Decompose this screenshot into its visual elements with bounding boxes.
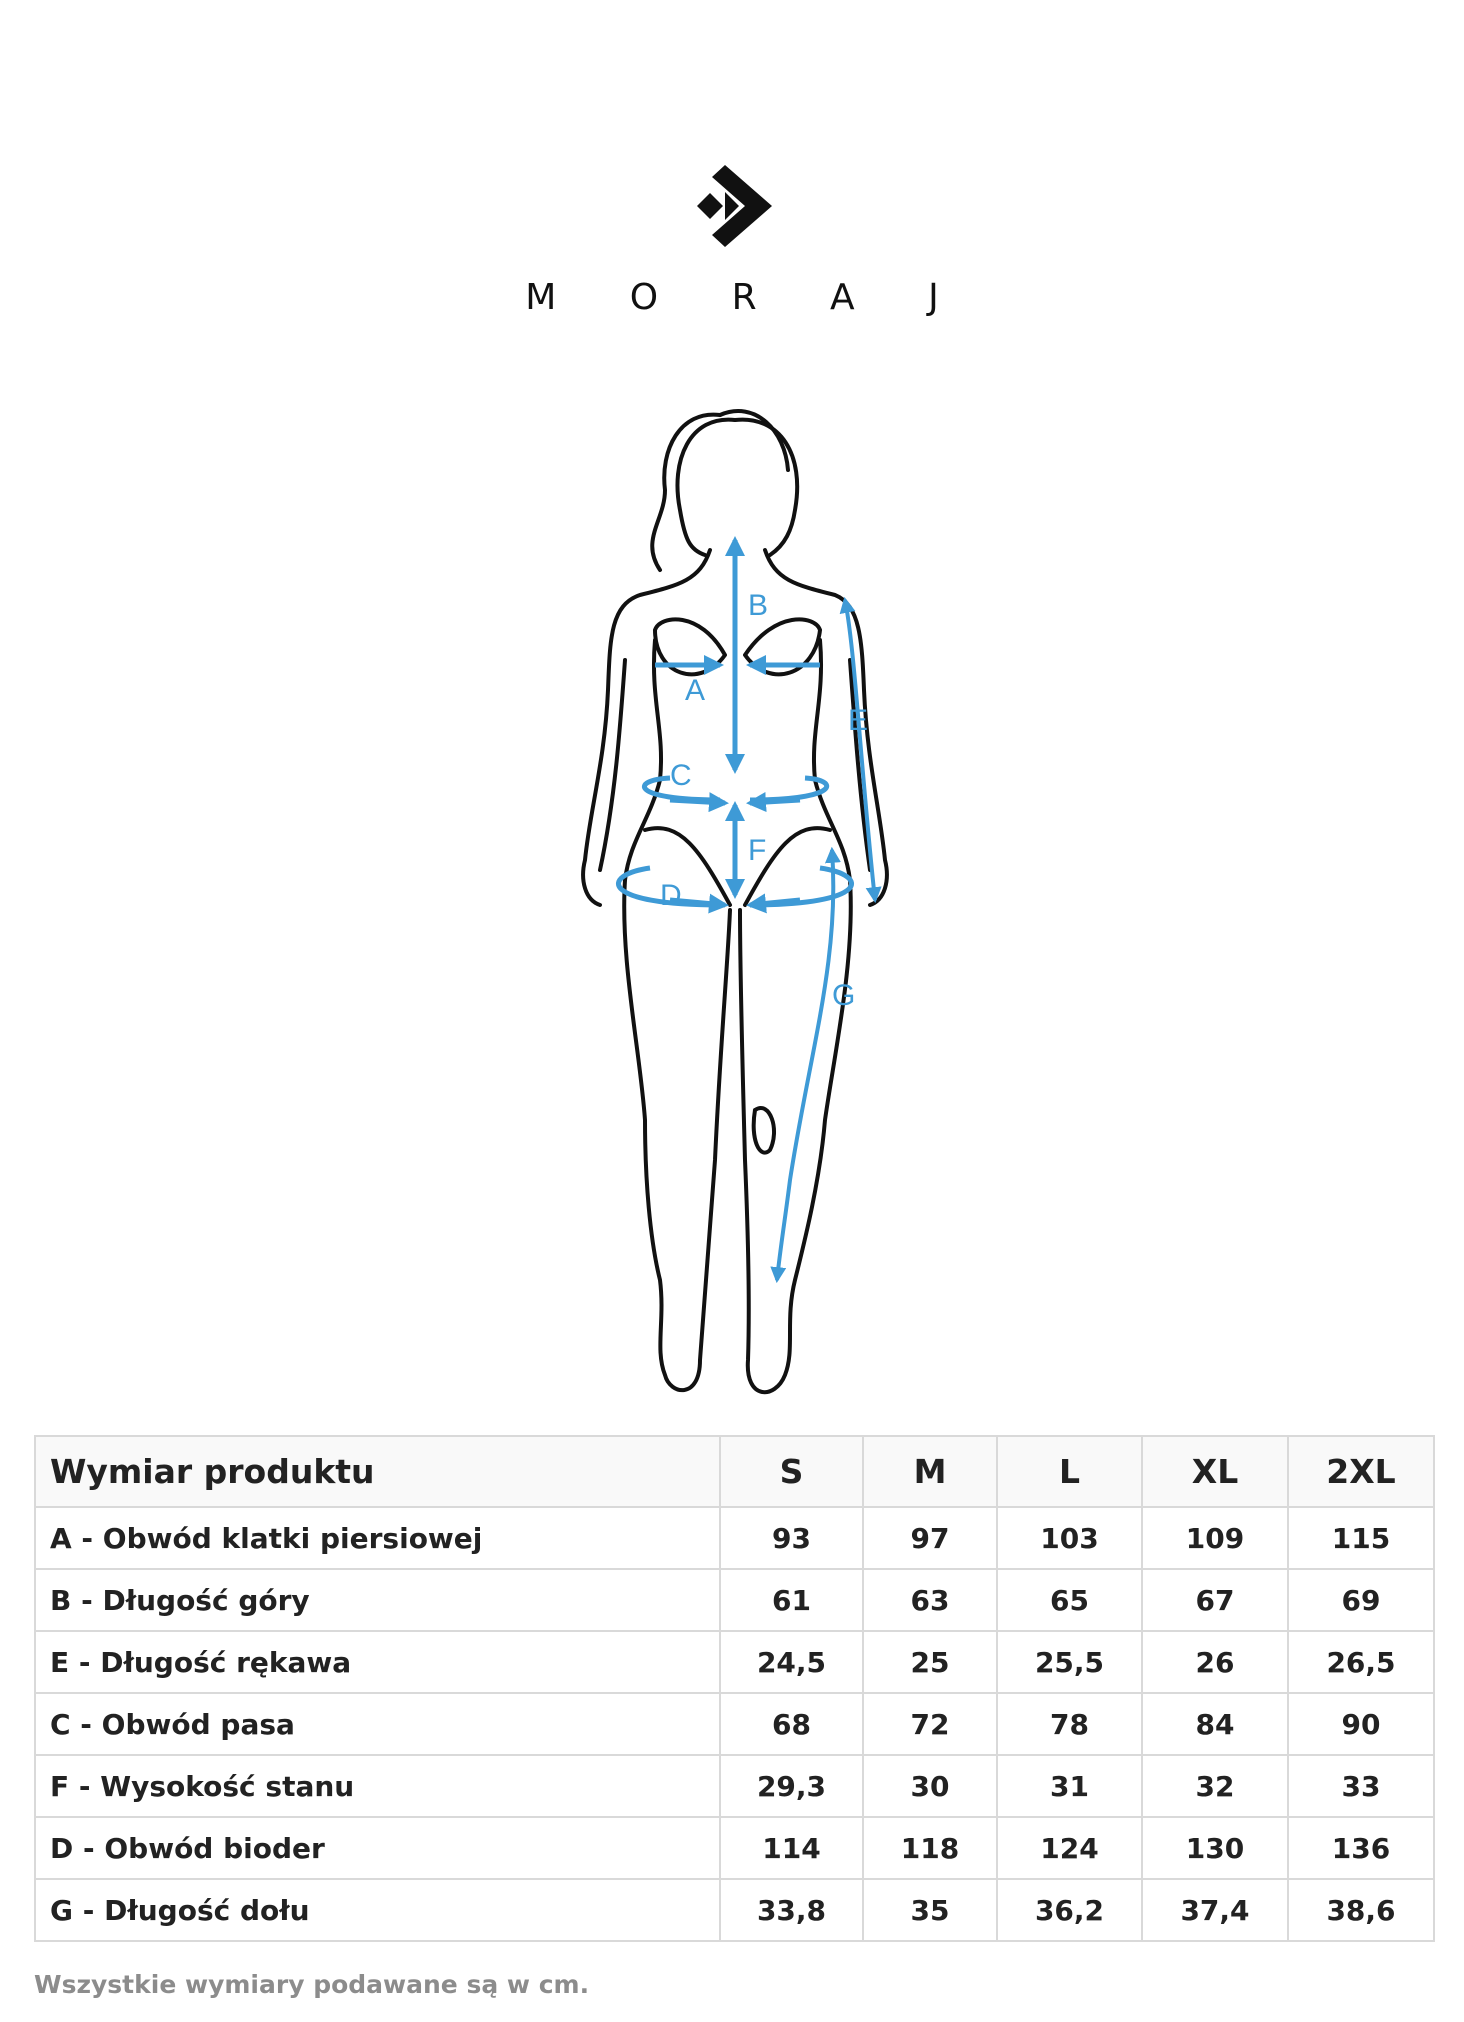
size-value: 37,4 (1142, 1879, 1288, 1941)
table-row (35, 1569, 1434, 1631)
size-value: 65 (997, 1569, 1142, 1631)
table-row (35, 1755, 1434, 1817)
size-value: 124 (997, 1817, 1142, 1879)
size-value: 25 (863, 1631, 997, 1693)
size-value: 35 (863, 1879, 997, 1941)
size-value: 26,5 (1288, 1631, 1434, 1693)
size-value: 136 (1288, 1817, 1434, 1879)
size-value: 26 (1142, 1631, 1288, 1693)
units-footnote: Wszystkie wymiary podawane są w cm. (34, 1970, 590, 1999)
size-value: 68 (720, 1693, 863, 1755)
size-value: 118 (863, 1817, 997, 1879)
label-d: D (660, 879, 682, 912)
row-label: C - Obwód pasa (35, 1693, 720, 1755)
size-value: 84 (1142, 1693, 1288, 1755)
size-value: 130 (1142, 1817, 1288, 1879)
size-value: 109 (1142, 1507, 1288, 1569)
size-value: 25,5 (997, 1631, 1142, 1693)
header-size-2xl: 2XL (1288, 1436, 1434, 1507)
size-value: 29,3 (720, 1755, 863, 1817)
size-value: 33 (1288, 1755, 1434, 1817)
header-dimension: Wymiar produktu (35, 1436, 720, 1507)
size-value: 24,5 (720, 1631, 863, 1693)
size-value: 103 (997, 1507, 1142, 1569)
size-value: 78 (997, 1693, 1142, 1755)
size-value: 32 (1142, 1755, 1288, 1817)
label-g: G (832, 979, 856, 1012)
row-label: D - Obwód bioder (35, 1817, 720, 1879)
header-size-l: L (997, 1436, 1142, 1507)
label-f: F (748, 834, 767, 867)
size-value: 114 (720, 1817, 863, 1879)
row-label: G - Długość dołu (35, 1879, 720, 1941)
size-value: 115 (1288, 1507, 1434, 1569)
size-value: 30 (863, 1755, 997, 1817)
size-table (34, 1435, 1435, 1942)
brand-logo (0, 165, 1464, 318)
header-size-s: S (720, 1436, 863, 1507)
size-value: 90 (1288, 1693, 1434, 1755)
size-value: 33,8 (720, 1879, 863, 1941)
size-value: 61 (720, 1569, 863, 1631)
size-value: 69 (1288, 1569, 1434, 1631)
size-value: 31 (997, 1755, 1142, 1817)
brand-name: M O R A J (525, 277, 970, 318)
size-value: 36,2 (997, 1879, 1142, 1941)
label-c: C (670, 759, 692, 792)
table-row (35, 1631, 1434, 1693)
table-row (35, 1817, 1434, 1879)
row-label: E - Długość rękawa (35, 1631, 720, 1693)
header-size-xl: XL (1142, 1436, 1288, 1507)
size-value: 72 (863, 1693, 997, 1755)
size-value: 38,6 (1288, 1879, 1434, 1941)
size-value: 97 (863, 1507, 997, 1569)
moraj-chevron-logo-icon (692, 165, 772, 247)
size-value: 93 (720, 1507, 863, 1569)
table-row (35, 1507, 1434, 1569)
label-a: A (685, 674, 706, 707)
size-value: 63 (863, 1569, 997, 1631)
label-b: B (748, 589, 769, 622)
row-label: F - Wysokość stanu (35, 1755, 720, 1817)
table-row (35, 1879, 1434, 1941)
body-measurement-diagram (570, 400, 900, 1430)
header-size-m: M (863, 1436, 997, 1507)
row-label: B - Długość góry (35, 1569, 720, 1631)
table-header-row (35, 1436, 1434, 1507)
table-row (35, 1693, 1434, 1755)
row-label: A - Obwód klatki piersiowej (35, 1507, 720, 1569)
label-e: E (848, 704, 869, 737)
size-value: 67 (1142, 1569, 1288, 1631)
